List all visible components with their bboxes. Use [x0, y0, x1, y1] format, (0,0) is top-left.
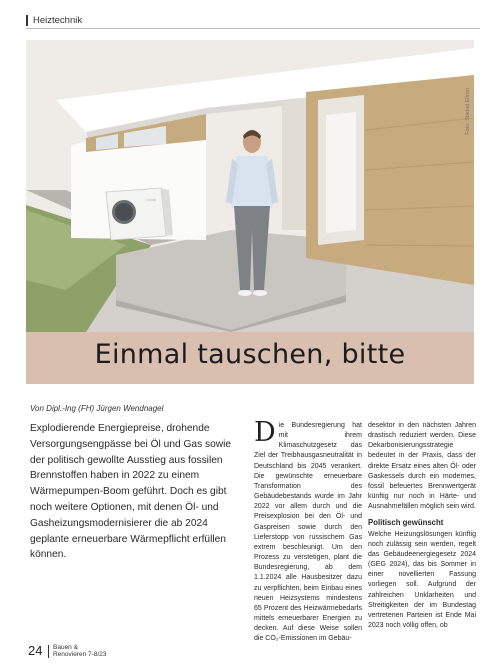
magazine-name: Bauen &: [53, 644, 78, 651]
column-3-text: desektor in den nächsten Jahren drastisch reduziert werden. Diese Dekarbonisierungsstrategie bedeutet in der Praxis, dass der direkte Ersatz eines alten Öl- oder Gaskessels durch ein modernes, fossil befeuertes Brennwertgerät künftig nur noch in Härte- und Ausnahmefällen möglich sein wird.: [368, 422, 476, 511]
photo-credit: Foto: Stiebel Eltron: [465, 88, 471, 135]
magazine-issue: Renovieren 7-8/23: [53, 651, 107, 658]
house-illustration: [26, 40, 474, 332]
column-3-subheading: Politisch gewünscht: [368, 518, 444, 528]
drop-cap: D: [254, 417, 276, 448]
article-byline: Von Dipl.-Ing (FH) Jürgen Wendnagel: [30, 404, 164, 413]
section-divider: [26, 28, 480, 29]
page-number: 24: [28, 643, 43, 658]
article-intro: Explodierende Energiepreise, drohende Versorgungsengpässe bei Öl und Gas sowie der politisch gewollte Ausstieg aus fossilen Brennstoffen haben in 2022 zu einem Wärmepumpen-Boom geführt. Doch es gibt noch weitere Optionen, mit denen Öl- und Gasheizungsmodernisierer die ab 2024 geplante erneuerbare Wärmepflicht erfüllen können.: [30, 423, 232, 561]
hero-photo: [26, 40, 474, 332]
section-label: Heiztechnik: [26, 15, 82, 26]
column-2-text: ie Bundesregierung hat mit ihrem Klimaschutzgesetz das Ziel der Treibhausgasneutralität in Deutschland bis 2045 verankert. Die gewünschte erneuerbare Transformation des Gebäudebestands wurde im Jahr 2022 vor allem durch und die Preisexplosion bei den Öl- und Gaspreisen sowie durch den Lieferstopp von russischem Gas extrem beschleunigt. Um den Prozess zu verstetigen, plant die Bundesregierung, ab dem 1.1.2024 alle Hausbesitzer dazu zu verpflichten, beim Einbau eines neuen Heizsystems mindestens 65 Prozent des Heizwärmebedarfs mittels erneuerbarer Energien zu decken. Auf diese Weise sollen die CO₂-Emissionen im Gebäu-: [254, 422, 362, 643]
column-3-text-continued: Welche Heizungslösungen künftig noch zulässig sein werden, regelt das Gebäudeenergiegesetz 2024 (GEG 2024), das bis Sommer in einer novellierten Fassung vorliegen soll. Aufgrund der zahlreichen Unklarheiten und Streitigkeiten der im Bundestag vertretenen Parteien ist Ende Mai 2023 noch völlig offen, ob: [368, 530, 476, 629]
text-column-2: [254, 417, 362, 644]
title-band: [26, 332, 474, 384]
text-column-3: [368, 421, 476, 631]
footer-divider: [48, 645, 49, 658]
heat-pump-unit: [106, 188, 173, 240]
article-title: Einmal tauschen, bitte: [94, 339, 406, 370]
